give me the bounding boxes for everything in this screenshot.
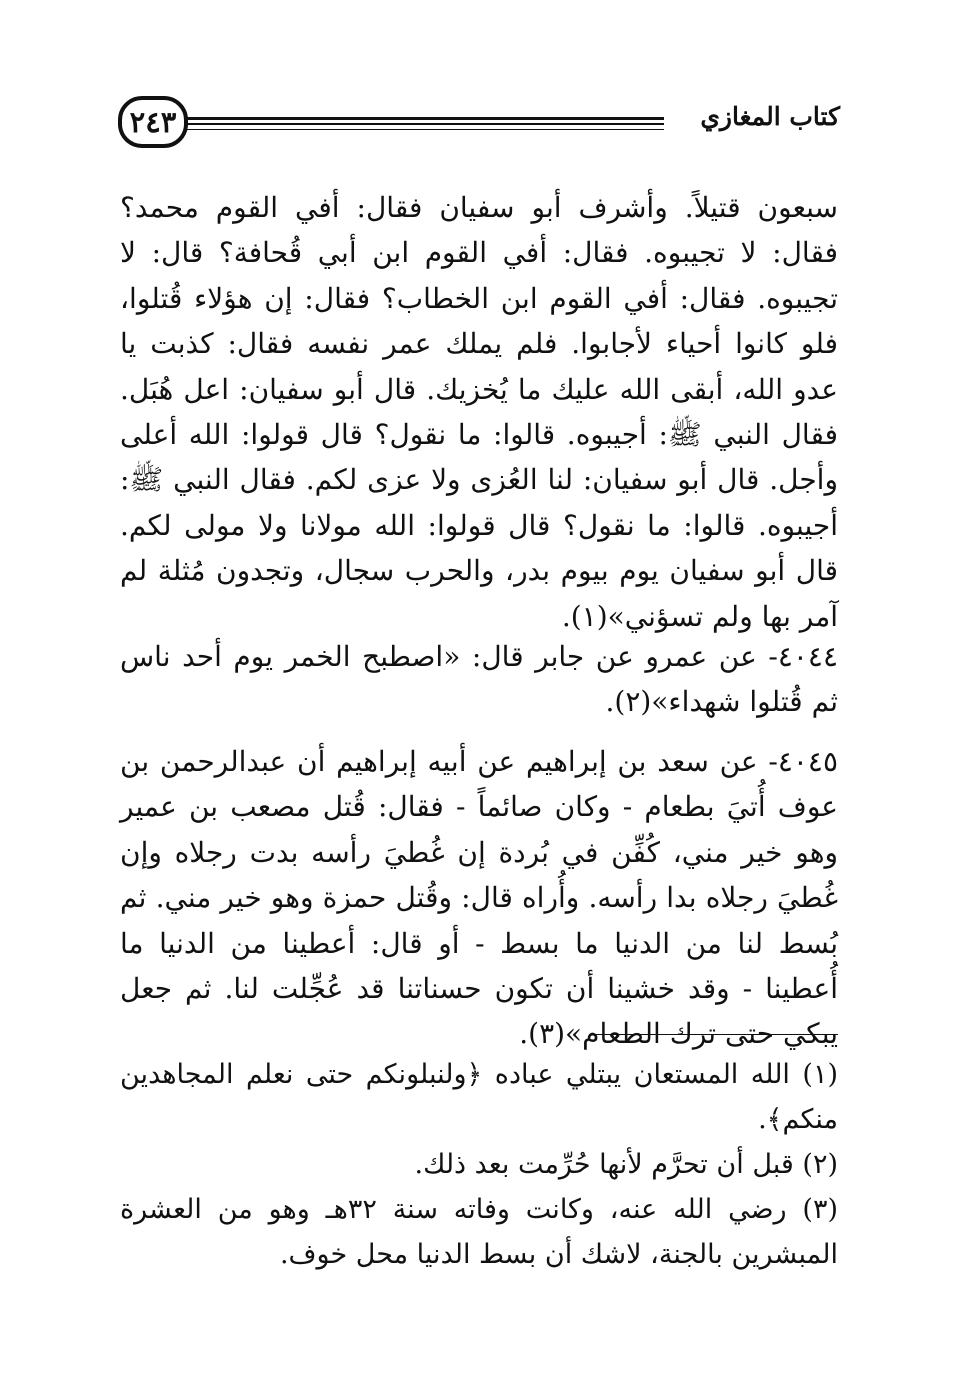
hadith-4044 <box>120 634 838 725</box>
header-rule <box>184 117 664 120</box>
footnote-1: (١) الله المستعان يبتلي عباده ﴿ولنبلونكم حتى نعلم المجاهدين منكم﴾. <box>120 1059 838 1135</box>
page-number: ٢٤٣ <box>118 96 188 148</box>
paragraph-text: ٤٠٤٤- عن عمرو عن جابر قال: «اصطبح الخمر يوم أحد ناس ثم قُتلوا شهداء»(٢). <box>120 640 838 719</box>
paragraph-text: ٤٠٤٥- عن سعد بن إبراهيم عن أبيه إبراهيم أن عبدالرحمن بن عوف أُتيَ بطعام - وكان صائماً - فقال: قُتل مصعب بن عمير وهو خير مني، كُفِّن في بُردة إن غُطيَ رأسه بدت رجلاه وإن غُطيَ رجلاه بدا رأسه. وأُراه قال: وقُتل حمزة وهو خير مني. ثم بُسط لنا من الدنيا ما بسط - أو قال: أعطينا من الدنيا ما أُعطينا - وقد خشينا أن تكون حسناتنا قد عُجِّلت لنا. ثم جعل يبكي حتى ترك الطعام»(٣). <box>120 745 838 1051</box>
page-header <box>118 96 840 156</box>
paragraph-text: سبعون قتيلاً. وأشرف أبو سفيان فقال: أفي القوم محمد؟ فقال: لا تجيبوه. فقال: أفي القوم ابن أبي قُحافة؟ قال: لا تجيبوه. فقال: أفي القوم ابن الخطاب؟ فقال: إن هؤلاء قُتلوا، فلو كانوا أحياء لأجابوا. فلم يملك عمر نفسه فقال: كذبت يا عدو الله، أبقى الله عليك ما يُخزيك. قال أبو سفيان: اعل هُبَل. فقال النبي ﷺ: أجيبوه. قالوا: ما نقول؟ قال قولوا: الله أعلى وأجل. قال أبو سفيان: لنا العُزى ولا عزى لكم. فقال النبي ﷺ: أجيبوه. قالوا: ما نقول؟ قال قولوا: الله مولانا ولا مولى لكم. قال أبو سفيان يوم بيوم بدر، والحرب سجال، وتجدون مُثلة لم آمر بها ولم تسؤني»(١). <box>120 191 838 633</box>
paragraph <box>120 185 838 639</box>
footnote-2: (٢) قبل أن تحرَّم لأنها حُرِّمت بعد ذلك. <box>414 1149 838 1180</box>
header-rule <box>184 129 664 130</box>
footnote-3: (٣) رضي الله عنه، وكانت وفاته سنة ٣٢هـ وهو من العشرة المبشرين بالجنة، لاشك أن بسط الدنيا محل خوف. <box>120 1194 838 1270</box>
book-title: كتاب المغازي <box>700 102 840 131</box>
hadith-4045 <box>120 739 838 1057</box>
footnote-divider <box>593 1034 838 1035</box>
header-rule <box>184 123 664 125</box>
footnotes <box>120 1052 838 1277</box>
